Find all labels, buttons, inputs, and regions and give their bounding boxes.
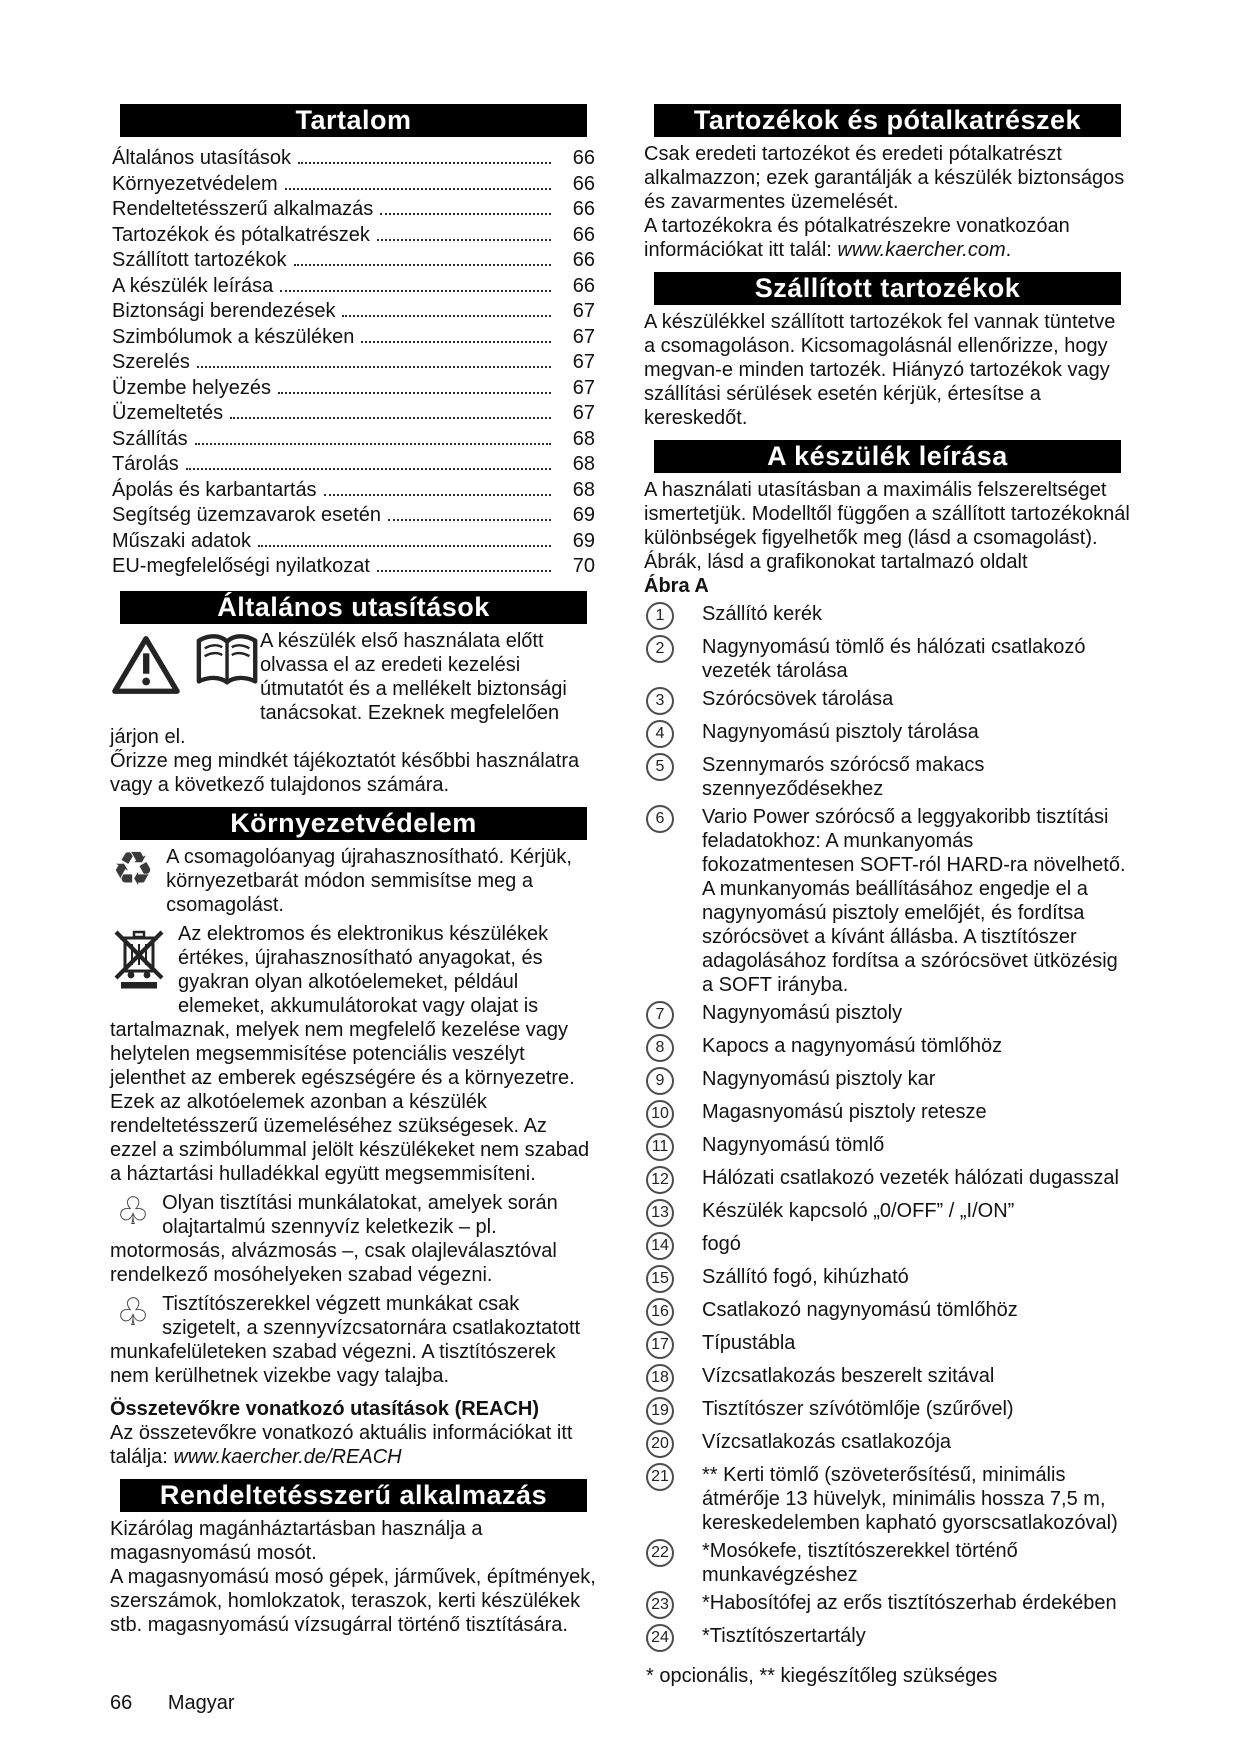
page-footer xyxy=(110,1692,235,1715)
open-book-icon xyxy=(194,631,260,691)
device-part-text: Csatlakozó nagynyomású tömlőhöz xyxy=(702,1299,1018,1321)
toc-entry-page: 68 xyxy=(572,427,595,450)
toc-entry xyxy=(112,453,595,479)
footer-page-number: 66 xyxy=(110,1692,133,1714)
intended-use-header xyxy=(120,1479,587,1512)
device-part-item xyxy=(644,1265,1131,1294)
toc-dot-leader xyxy=(388,519,551,521)
environment-text1: A csomagolóanyag újrahasznosítható. Kérjük, környezetbarát módon semmisítse meg a csomagolást. xyxy=(166,845,572,916)
toc-entry-page: 67 xyxy=(572,376,595,399)
toc-entry-label: Segítség üzemzavarok esetén xyxy=(112,504,382,526)
environment-para4 xyxy=(110,1289,597,1388)
toc-dot-leader xyxy=(294,264,551,266)
table-of-contents xyxy=(110,147,597,581)
toc-entry xyxy=(112,224,595,250)
reach-url: www.kaercher.de/REACH xyxy=(173,1445,402,1468)
toc-entry-page: 69 xyxy=(572,504,595,526)
device-part-item xyxy=(644,1133,1131,1162)
weee-crossed-bin-icon xyxy=(112,923,166,993)
toc-dot-leader xyxy=(380,213,551,215)
list-number-badge: 20 xyxy=(646,1430,674,1458)
environment-title: Környezetvédelem xyxy=(230,807,477,838)
toc-entry xyxy=(112,377,595,403)
toc-entry-label: Tárolás xyxy=(112,453,179,475)
toc-dot-leader xyxy=(186,468,551,470)
toc-entry-page: 66 xyxy=(572,147,595,169)
device-part-item xyxy=(644,1166,1131,1195)
toc-title: Tartalom xyxy=(295,105,412,135)
device-part-text: Szállító kerék xyxy=(702,603,823,625)
device-part-text: Szórócsövek tárolása xyxy=(702,688,894,710)
device-part-text: Kapocs a nagynyomású tömlőhöz xyxy=(702,1035,1003,1057)
device-part-item xyxy=(644,753,1131,801)
list-number-badge: 22 xyxy=(646,1539,674,1567)
toc-dot-leader xyxy=(197,366,551,368)
toc-dot-leader xyxy=(285,188,551,190)
toc-entry-page: 67 xyxy=(572,300,595,322)
device-part-text: Tisztítószer szívótömlője (szűrővel) xyxy=(702,1398,1014,1420)
list-number-badge: 9 xyxy=(646,1067,674,1095)
environment-para2 xyxy=(110,922,597,1186)
toc-entry-page: 67 xyxy=(572,402,595,424)
device-part-item xyxy=(644,1100,1131,1129)
general-instructions-para2: Őrizze meg mindkét tájékoztatót későbbi használatra vagy a következő tulajdonos számára. xyxy=(110,749,580,796)
toc-entry xyxy=(112,173,595,199)
device-part-text: *Habosítófej az erős tisztítószerhab érdekében xyxy=(702,1592,1117,1614)
toc-dot-leader xyxy=(280,290,551,292)
list-number-badge: 15 xyxy=(646,1265,674,1293)
list-number-badge: 18 xyxy=(646,1364,674,1392)
device-part-item xyxy=(644,635,1131,683)
toc-entry xyxy=(112,275,595,301)
general-instructions-header xyxy=(120,591,587,624)
list-number-badge: 19 xyxy=(646,1397,674,1425)
device-part-text: *Tisztítószertartály xyxy=(702,1625,866,1647)
toc-entry-page: 66 xyxy=(572,198,595,220)
device-part-text: Készülék kapcsoló „0/OFF” / „I/ON” xyxy=(702,1200,1015,1222)
toc-entry-page: 66 xyxy=(572,223,595,246)
list-footnote: * opcionális, ** kiegészítőleg szükséges xyxy=(646,1665,998,1687)
toc-entry xyxy=(112,300,595,326)
device-part-text: Nagynyomású pisztoly xyxy=(702,1002,903,1024)
intended-use-title: Rendeltetésszerű alkalmazás xyxy=(159,1479,548,1510)
toc-entry-label: Üzemeltetés xyxy=(112,402,224,424)
accessories-title: Tartozékok és pótalkatrészek xyxy=(693,105,1082,135)
toc-dot-leader xyxy=(361,341,551,343)
environment-para3 xyxy=(110,1188,597,1287)
toc-entry-page: 69 xyxy=(572,529,595,552)
list-number-badge: 12 xyxy=(646,1166,674,1194)
list-number-badge: 21 xyxy=(646,1463,674,1491)
device-figures-note: Ábrák, lásd a grafikonokat tartalmazó oldalt xyxy=(644,551,1028,573)
list-number-badge: 5 xyxy=(646,753,674,781)
delivered-para1: A készülékkel szállított tartozékok fel vannak tüntetve a csomagoláson. Kicsomagolásnál ellenőrizze, hogy megvan-e minden tartozék. Hiányzó tartozékok vagy szállítási sérülések esetén kérjük, értesítse a kereskedőt. xyxy=(644,311,1116,429)
device-part-item xyxy=(644,720,1131,749)
list-number-badge: 1 xyxy=(646,602,674,630)
toc-entry xyxy=(112,479,595,505)
toc-entry-page: 68 xyxy=(572,453,595,475)
delivered-header xyxy=(654,272,1121,305)
list-number-badge: 7 xyxy=(646,1001,674,1029)
accessories-para2: A tartozékokra és pótalkatrészekre vonatkozóan információkat itt talál: www.kaercher.com. xyxy=(644,215,1070,261)
list-number-badge: 6 xyxy=(646,805,674,833)
toc-dot-leader xyxy=(342,315,551,317)
device-part-item xyxy=(644,1591,1131,1620)
device-intro: A használati utasításban a maximális felszereltséget ismertetjük. Modelltől függően a szállított tartozékoknál különbségek figyelhetők meg (lásd a csomagolást). xyxy=(644,479,1130,549)
environment-text2: Az elektromos és elektronikus készülékek értékes, újrahasznosítható anyagokat, és gyakran olyan alkotóelemeket, például elemeket, akkumulátorokat vagy olajat is tartalmaznak, melyek nem megfelelő kezelése vagy helytelen megsemmisítése potenciális veszélyt jelenthet az emberek egészségére és a környezetre. Ezek az alkotóelemek azonban a készülék rendeltetésszerű üzemeléséhez szükségesek. Az ezzel a szimbólummal jelölt készülékeket nem szabad a háztartási hulladékkal együtt megsemmisíteni. xyxy=(110,922,590,1185)
device-part-text: Nagynyomású tömlő xyxy=(702,1134,885,1156)
device-parts-list xyxy=(644,602,1131,1653)
toc-entry xyxy=(112,428,595,454)
sewage-club-icon: ♧ xyxy=(116,1289,151,1334)
device-part-text: Nagynyomású tömlő és hálózati csatlakozó vezeték tárolása xyxy=(702,636,1086,682)
toc-entry-page: 70 xyxy=(572,555,595,577)
toc-entry-label: Tartozékok és pótalkatrészek xyxy=(112,223,370,246)
toc-entry-label: A készülék leírása xyxy=(112,274,274,297)
intended-use-para1: Kizárólag magánháztartásban használja a magasnyomású mosót. xyxy=(110,1517,483,1564)
toc-header xyxy=(120,104,587,137)
device-part-text: Hálózati csatlakozó vezeték hálózati dugasszal xyxy=(702,1167,1119,1189)
device-part-item xyxy=(644,1364,1131,1393)
list-number-badge: 16 xyxy=(646,1298,674,1326)
general-instructions-text1: A készülék első használata előtt olvassa el az eredeti kezelési útmutatót és a mellékelt biztonsági tanácsokat. Ezeknek megfelelően járjon el. xyxy=(110,629,567,748)
intended-use-para2: A magasnyomású mosó gépek, járművek, építmények, szerszámok, homlokzatok, teraszok, kerti készülékek stb. magasnyomású vízsugárral történő tisztítására. xyxy=(110,1565,596,1636)
environment-text4: Tisztítószerekkel végzett munkákat csak szigetelt, a szennyvízcsatornára csatlakoztatott munkafelületeken szabad végezni. A tisztítószerek nem kerülhetnek vizekbe vagy talajba. xyxy=(110,1292,581,1387)
toc-entry-label: EU-megfelelőségi nyilatkozat xyxy=(112,555,370,577)
general-instructions-para1 xyxy=(110,629,597,749)
toc-dot-leader xyxy=(230,417,551,419)
general-icons xyxy=(110,629,260,707)
toc-entry xyxy=(112,326,595,352)
toc-dot-leader xyxy=(278,392,551,394)
warning-triangle-icon xyxy=(110,631,182,699)
device-part-item xyxy=(644,1430,1131,1459)
toc-entry-label: Műszaki adatok xyxy=(112,529,251,552)
device-part-text: Nagynyomású pisztoly tárolása xyxy=(702,721,979,743)
list-number-badge: 14 xyxy=(646,1232,674,1260)
toc-entry-label: Szállított tartozékok xyxy=(112,249,287,271)
toc-entry-page: 68 xyxy=(572,478,595,501)
device-part-item xyxy=(644,1397,1131,1426)
toc-entry-label: Rendeltetésszerű alkalmazás xyxy=(112,198,374,220)
toc-entry-page: 67 xyxy=(572,325,595,348)
list-number-badge: 10 xyxy=(646,1100,674,1128)
toc-dot-leader xyxy=(377,570,551,572)
toc-entry-label: Biztonsági berendezések xyxy=(112,300,336,322)
oil-separator-club-icon: ♧ xyxy=(116,1188,151,1233)
toc-entry-label: Szerelés xyxy=(112,351,190,373)
device-part-item xyxy=(644,687,1131,716)
list-number-badge: 17 xyxy=(646,1331,674,1359)
accessories-header xyxy=(654,104,1121,137)
toc-entry xyxy=(112,351,595,377)
device-part-item xyxy=(644,1624,1131,1653)
toc-dot-leader xyxy=(377,239,551,241)
list-number-badge: 13 xyxy=(646,1199,674,1227)
toc-dot-leader xyxy=(298,162,551,164)
toc-dot-leader xyxy=(258,545,551,547)
device-part-item xyxy=(644,1001,1131,1030)
toc-entry-label: Szimbólumok a készüléken xyxy=(112,325,355,348)
toc-entry xyxy=(112,555,595,581)
environment-para1 xyxy=(110,841,597,917)
toc-entry xyxy=(112,147,595,173)
right-column xyxy=(644,104,1131,1688)
toc-entry-label: Üzembe helyezés xyxy=(112,376,271,399)
environment-header xyxy=(120,807,587,840)
list-number-badge: 24 xyxy=(646,1624,674,1652)
kaercher-url: www.kaercher.com xyxy=(837,239,1006,261)
device-part-text: Magasnyomású pisztoly retesze xyxy=(702,1101,987,1123)
device-part-item xyxy=(644,1067,1131,1096)
accessories-para1: Csak eredeti tartozékot és eredeti pótalkatrészt alkalmazzon; ezek garantálják a készülék biztonságos és zavarmentes üzemelését. xyxy=(644,143,1125,213)
device-part-text: Nagynyomású pisztoly kar xyxy=(702,1068,936,1090)
left-column xyxy=(110,104,597,1637)
recycle-icon: ♻ xyxy=(112,841,155,897)
toc-entry-label: Környezetvédelem xyxy=(112,172,278,195)
device-part-item xyxy=(644,1463,1131,1535)
list-number-badge: 4 xyxy=(646,720,674,748)
toc-entry xyxy=(112,249,595,275)
toc-entry-page: 66 xyxy=(572,249,595,271)
toc-entry-label: Általános utasítások xyxy=(112,147,291,169)
toc-dot-leader xyxy=(324,494,551,496)
toc-entry-label: Szállítás xyxy=(112,427,188,450)
device-part-item xyxy=(644,805,1131,997)
delivered-title: Szállított tartozékok xyxy=(754,273,1021,303)
device-part-text: Vízcsatlakozás beszerelt szitával xyxy=(702,1365,995,1387)
toc-entry xyxy=(112,530,595,556)
toc-entry-page: 66 xyxy=(572,172,595,195)
device-part-item xyxy=(644,1232,1131,1261)
device-part-item xyxy=(644,1331,1131,1360)
device-description-header xyxy=(654,440,1121,473)
list-number-badge: 3 xyxy=(646,687,674,715)
device-part-text: Típustábla xyxy=(702,1332,796,1354)
list-number-badge: 11 xyxy=(646,1133,674,1161)
device-part-text: Vízcsatlakozás csatlakozója xyxy=(702,1431,952,1453)
toc-entry-label: Ápolás és karbantartás xyxy=(112,478,317,501)
list-number-badge: 2 xyxy=(646,635,674,663)
reach-heading: Összetevőkre vonatkozó utasítások (REACH) xyxy=(110,1397,540,1420)
general-instructions-title: Általános utasítások xyxy=(217,591,490,622)
toc-entry-page: 66 xyxy=(572,274,595,297)
toc-dot-leader xyxy=(195,443,551,445)
toc-entry xyxy=(112,402,595,428)
device-description-title: A készülék leírása xyxy=(767,441,1008,471)
device-part-item xyxy=(644,1539,1131,1587)
device-part-text: Szennymarós szórócső makacs szennyeződésekhez xyxy=(702,754,985,800)
device-part-item xyxy=(644,1199,1131,1228)
list-number-badge: 8 xyxy=(646,1034,674,1062)
list-number-badge: 23 xyxy=(646,1591,674,1619)
footer-language: Magyar xyxy=(167,1692,235,1714)
toc-entry xyxy=(112,504,595,530)
toc-entry xyxy=(112,198,595,224)
reach-text: Az összetevőkre vonatkozó aktuális információkat itt találja: www.kaercher.de/REACH xyxy=(110,1421,573,1468)
figure-label: Ábra A xyxy=(644,575,709,597)
environment-text3: Olyan tisztítási munkálatokat, amelyek során olajtartalmú szennyvíz keletkezik – pl. motormosás, alvázmosás –, csak olajleválasztóval rendelkező mosóhelyeken szabad végezni. xyxy=(110,1191,558,1286)
device-part-text: Vario Power szórócső a leggyakoribb tisztítási feladatokhoz: A munkanyomás fokozatmentesen SOFT-ról HARD-ra növelhető. A munkanyomás beállításához engedje el a nagynyomású pisztoly emelőjét, és fordítsa szórócsövet a kívánt állásba. A tisztítószer adagolásához fordítsa a szórócsövet ütközésig a SOFT irányba. xyxy=(702,806,1126,996)
toc-entry-page: 67 xyxy=(572,351,595,373)
device-part-item xyxy=(644,1298,1131,1327)
device-part-text: *Mosókefe, tisztítószerekkel történő munkavégzéshez xyxy=(702,1540,1018,1586)
device-part-item xyxy=(644,1034,1131,1063)
device-part-text: Szállító fogó, kihúzható xyxy=(702,1266,909,1288)
device-part-text: ** Kerti tömlő (szöveterősítésű, minimális átmérője 13 hüvelyk, minimális hossza 7,5 m, kereskedelemben kapható gyorscsatlakozóval) xyxy=(702,1464,1118,1534)
device-part-item xyxy=(644,602,1131,631)
device-part-text: fogó xyxy=(702,1233,741,1255)
